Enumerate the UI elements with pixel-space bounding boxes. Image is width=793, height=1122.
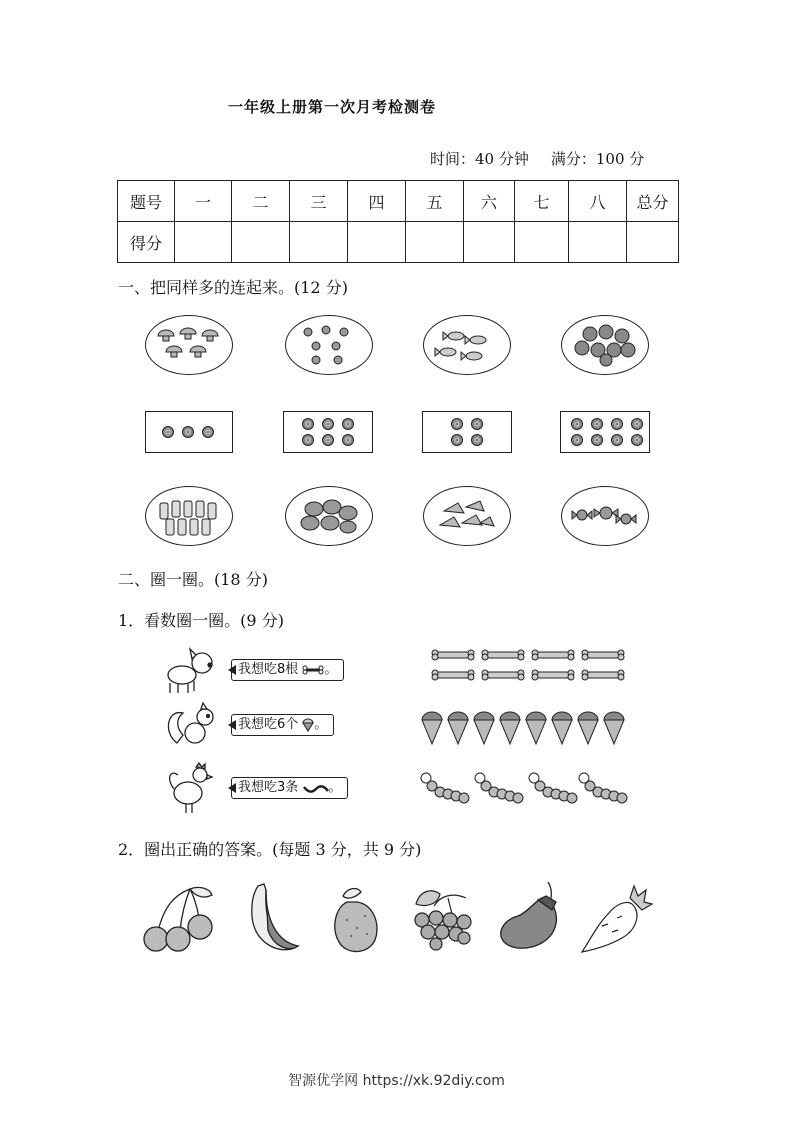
score-cell[interactable] bbox=[569, 222, 627, 263]
score-cell[interactable] bbox=[464, 222, 515, 263]
full-score: 满分：100 分 bbox=[550, 150, 645, 168]
plate-apples[interactable] bbox=[561, 315, 649, 375]
dot-icon bbox=[611, 434, 623, 446]
score-cell[interactable] bbox=[515, 222, 569, 263]
apple-icon bbox=[562, 316, 648, 374]
plate-mushrooms[interactable] bbox=[145, 315, 233, 375]
dot-icon bbox=[202, 426, 214, 438]
plate-breads[interactable] bbox=[285, 486, 373, 546]
dot-box-8[interactable] bbox=[560, 411, 650, 453]
fish-icon bbox=[424, 316, 510, 374]
cherry-icon[interactable] bbox=[140, 885, 216, 955]
header-cell: 七 bbox=[515, 181, 569, 222]
score-cell[interactable] bbox=[348, 222, 406, 263]
plate-cakes[interactable] bbox=[423, 486, 511, 546]
bubble-text: 我想吃3条 bbox=[238, 780, 299, 795]
exam-meta bbox=[430, 148, 666, 169]
page-title: 一年级上册第一次月考检测卷 bbox=[228, 98, 437, 116]
header-cell: 三 bbox=[290, 181, 348, 222]
dot-icon bbox=[182, 426, 194, 438]
bubble-period: 。 bbox=[324, 662, 338, 677]
score-cell[interactable] bbox=[232, 222, 290, 263]
grapes-icon[interactable] bbox=[408, 884, 476, 952]
score-table bbox=[117, 180, 679, 263]
dot-icon bbox=[302, 434, 314, 446]
bone-icon bbox=[302, 665, 324, 675]
dot-icon bbox=[322, 434, 334, 446]
dot-icon bbox=[451, 418, 463, 430]
dot-icon bbox=[611, 418, 623, 430]
cake-icon bbox=[424, 487, 510, 545]
dot-icon bbox=[342, 418, 354, 430]
score-table-score-row bbox=[118, 222, 679, 263]
plate-bottles[interactable] bbox=[145, 486, 233, 546]
dot-icon bbox=[322, 418, 334, 430]
bottle-icon bbox=[146, 487, 232, 545]
dot-icon bbox=[471, 434, 483, 446]
score-cell[interactable] bbox=[406, 222, 464, 263]
dog-icon bbox=[160, 645, 220, 695]
section2-title: 二、圈一圈。(18 分) bbox=[118, 570, 268, 589]
speech-bubble-squirrel bbox=[231, 714, 334, 736]
dot-box-4[interactable] bbox=[422, 411, 512, 453]
header-cell: 五 bbox=[406, 181, 464, 222]
eggplant-icon[interactable] bbox=[496, 880, 566, 956]
orange-icon[interactable] bbox=[327, 884, 383, 956]
dot-icon bbox=[451, 434, 463, 446]
score-cell[interactable] bbox=[175, 222, 232, 263]
q1-title: 1．看数圈一圈。(9 分) bbox=[118, 611, 284, 630]
speech-bubble-rooster bbox=[231, 777, 348, 799]
score-cell[interactable] bbox=[627, 222, 679, 263]
bread-icon bbox=[286, 487, 372, 545]
bubble-period: 。 bbox=[314, 717, 328, 732]
section1-title: 一、把同样多的连起来。(12 分) bbox=[118, 278, 348, 297]
candy-icon bbox=[562, 487, 648, 545]
acorn-icon bbox=[302, 718, 314, 732]
header-cell: 题号 bbox=[118, 181, 175, 222]
dot-icon bbox=[571, 418, 583, 430]
mushroom-icon bbox=[146, 316, 232, 374]
row-label: 得分 bbox=[118, 222, 175, 263]
acorns-group[interactable] bbox=[420, 708, 630, 748]
dot-icon bbox=[631, 434, 643, 446]
time-limit: 时间：40 分钟 bbox=[430, 150, 529, 168]
header-cell: 二 bbox=[232, 181, 290, 222]
plate-flowers[interactable] bbox=[285, 315, 373, 375]
dot-icon bbox=[631, 418, 643, 430]
header-cell: 一 bbox=[175, 181, 232, 222]
bones-group[interactable] bbox=[430, 648, 630, 688]
speech-bubble-dog bbox=[231, 659, 344, 681]
bubble-period: 。 bbox=[328, 780, 342, 795]
radish-icon[interactable] bbox=[578, 884, 654, 954]
dot-box-6[interactable] bbox=[283, 411, 373, 453]
flower-icon bbox=[286, 316, 372, 374]
plate-fish[interactable] bbox=[423, 315, 511, 375]
banana-icon[interactable] bbox=[244, 882, 304, 958]
bone-icon bbox=[432, 650, 474, 660]
dot-icon bbox=[591, 418, 603, 430]
plate-candies[interactable] bbox=[561, 486, 649, 546]
header-cell: 八 bbox=[569, 181, 627, 222]
q2-title: 2．圈出正确的答案。(每题 3 分，共 9 分) bbox=[118, 840, 422, 859]
bubble-text: 我想吃6个 bbox=[238, 717, 299, 732]
dot-icon bbox=[342, 434, 354, 446]
header-cell: 总分 bbox=[627, 181, 679, 222]
dot-icon bbox=[471, 418, 483, 430]
score-table-header-row bbox=[118, 181, 679, 222]
squirrel-icon bbox=[163, 703, 223, 749]
dot-icon bbox=[571, 434, 583, 446]
footer-watermark: 智源优学网 https://xk.92diy.com bbox=[288, 1073, 505, 1089]
dot-icon bbox=[302, 418, 314, 430]
rooster-icon bbox=[166, 763, 216, 815]
bubble-text: 我想吃8根 bbox=[238, 662, 299, 677]
dot-icon bbox=[591, 434, 603, 446]
dot-icon bbox=[162, 426, 174, 438]
worm-icon bbox=[302, 783, 328, 793]
worms-group[interactable] bbox=[420, 770, 632, 810]
header-cell: 六 bbox=[464, 181, 515, 222]
score-cell[interactable] bbox=[290, 222, 348, 263]
dot-box-3[interactable] bbox=[145, 411, 233, 453]
header-cell: 四 bbox=[348, 181, 406, 222]
